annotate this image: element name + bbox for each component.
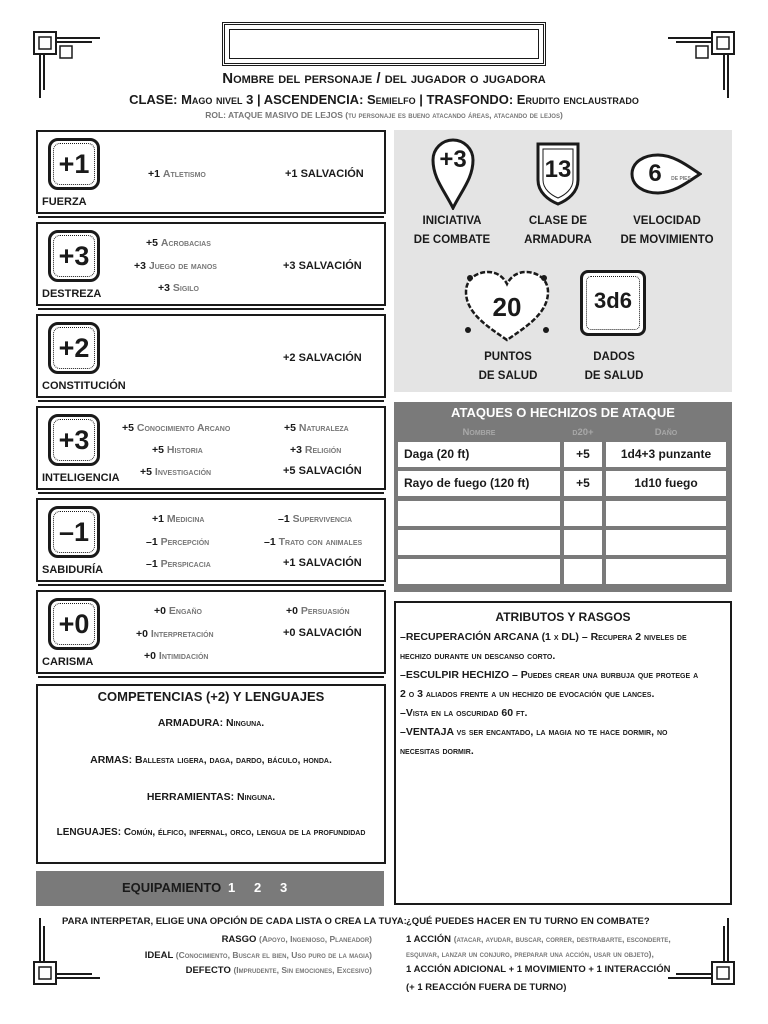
skill-medicine: +1 Medicina: [152, 513, 205, 525]
speed-unit: DE PIES: [671, 176, 691, 182]
attack-name-cell[interactable]: [398, 530, 560, 555]
equipment-slot-1[interactable]: 1: [228, 880, 236, 895]
corner-ornament-bottom-right: [666, 916, 736, 986]
modifier-frame: +3: [48, 414, 100, 466]
trait-line: –RECUPERACIÓN ARCANA (1 x DL) – Recupera 2 niveles de: [400, 631, 687, 643]
attack-name-cell[interactable]: [398, 559, 560, 584]
attack-bonus-cell[interactable]: [564, 530, 602, 555]
bonus-action-line: 1 ACCIÓN ADICIONAL + 1 MOVIMIENTO + 1 INTERACCIÓN: [406, 964, 671, 975]
action-line-continued: esquivar, lanzar un conjuro, preparar una acción, usar un objeto),: [406, 949, 654, 959]
hit-dice-value: 3d6: [594, 288, 632, 313]
skill-investigation: +5 Investigación: [140, 466, 212, 478]
attack-bonus-cell[interactable]: +5: [564, 442, 602, 467]
ability-name: INTELIGENCIA: [42, 472, 120, 484]
ability-dexterity: [36, 222, 386, 306]
initiative-value: +3: [439, 146, 467, 173]
modifier-frame: +1: [48, 138, 100, 190]
traits-title: ATRIBUTOS Y RASGOS: [495, 610, 631, 624]
saving-throw: +2 SALVACIÓN: [283, 352, 362, 364]
trait-line: hechizo durante un descanso corto.: [400, 650, 556, 662]
skill-sleight-of-hand: +3 Juego de manos: [134, 260, 217, 272]
combat-stats-panel: [394, 130, 732, 392]
equipment-bar: [36, 871, 384, 906]
ideal-options: IDEAL (Conocimiento, Buscar el bien, Uso puro de la magia): [144, 950, 372, 961]
modifier-frame: +0: [48, 598, 100, 650]
skill-stealth: +3 Sigilo: [158, 282, 199, 294]
ability-name: FUERZA: [42, 196, 87, 208]
traits-box: [394, 601, 732, 905]
initiative-label: INICIATIVA DE COMBATE: [413, 215, 491, 246]
ability-name: CARISMA: [42, 656, 94, 668]
ability-wisdom: [36, 498, 386, 582]
skill-performance: +0 Interpretación: [136, 628, 214, 640]
ability-charisma: [36, 590, 386, 674]
attack-bonus-cell[interactable]: [564, 501, 602, 526]
equipment-title: EQUIPAMIENTO: [122, 880, 222, 895]
corner-ornament-top-right: [666, 30, 736, 100]
header-name: Nombre: [462, 427, 496, 438]
skill-survival: –1 Supervivencia: [278, 513, 352, 525]
attack-damage-cell[interactable]: 1d4+3 punzante: [606, 442, 726, 467]
saving-throw: +5 SALVACIÓN: [283, 465, 362, 477]
skill-acrobatics: +5 Acrobacias: [146, 237, 211, 249]
trait-line: necesitas dormir.: [400, 745, 474, 757]
attack-bonus-cell[interactable]: +5: [564, 471, 602, 496]
proficiencies-box: [36, 684, 386, 864]
ability-name: DESTREZA: [42, 288, 102, 300]
class-line: CLASE: Mago nivel 3 | ASCENDENCIA: Semielfo | TRASFONDO: Erudito enclaustrado: [129, 92, 639, 107]
skill-persuasion: +0 Persuasión: [286, 605, 350, 617]
skill-intimidation: +0 Intimidación: [144, 650, 209, 662]
attack-bonus-cell[interactable]: [564, 559, 602, 584]
armor-class-value: 13: [544, 156, 572, 183]
ability-strength: [36, 130, 386, 214]
saving-throw: +1 SALVACIÓN: [283, 557, 362, 569]
attack-name-cell[interactable]: Rayo de fuego (120 ft): [398, 471, 560, 496]
equipment-slot-3[interactable]: 3: [280, 880, 288, 895]
hit-points-value: 20: [492, 292, 522, 322]
attacks-table: [394, 402, 732, 592]
attack-damage-cell[interactable]: [606, 559, 726, 584]
skill-arcana: +5 Conocimiento Arcano: [122, 422, 231, 434]
modifier-frame: +2: [48, 322, 100, 374]
flaw-options: DEFECTO (Imprudente, Sin emociones, Excesivo): [185, 965, 372, 976]
skill-insight: –1 Perspicacia: [146, 558, 211, 570]
character-name-field[interactable]: [222, 22, 546, 66]
hit-points-label: PUNTOS DE SALUD: [478, 351, 538, 382]
skill-religion: +3 Religión: [290, 444, 342, 456]
hit-dice-label: DADOS DE SALUD: [584, 351, 644, 382]
attack-damage-cell[interactable]: [606, 501, 726, 526]
skill-perception: –1 Percepción: [146, 536, 210, 548]
skill-nature: +5 Naturaleza: [284, 422, 349, 434]
trait-line: –VENTAJA vs ser encantado, la magia no te hace dormir, no: [400, 726, 668, 738]
character-name-label: Nombre del personaje / del jugador o jugadora: [222, 70, 546, 87]
proficiencies-title: COMPETENCIAS (+2) Y LENGUAJES: [97, 689, 325, 704]
header-damage: Daño: [654, 427, 678, 438]
turn-question: ¿QUÉ PUEDES HACER EN TU TURNO EN COMBATE?: [406, 916, 650, 927]
tool-proficiency: HERRAMIENTAS: Ninguna.: [146, 791, 276, 803]
header-d20: d20+: [572, 427, 594, 438]
trait-line: –Vista en la oscuridad 60 ft.: [400, 707, 528, 719]
equipment-slot-2[interactable]: 2: [254, 880, 262, 895]
saving-throw: +0 SALVACIÓN: [283, 627, 362, 639]
reaction-line: (+ 1 REACCIÓN FUERA DE TURNO): [406, 982, 567, 993]
attacks-title: ATAQUES O HECHIZOS DE ATAQUE: [451, 405, 675, 420]
armor-proficiency: ARMADURA: Ninguna.: [157, 717, 265, 729]
attack-damage-cell[interactable]: 1d10 fuego: [606, 471, 726, 496]
weapon-proficiency: ARMAS: Ballesta ligera, daga, dardo, báculo, honda.: [90, 754, 332, 766]
ability-name: SABIDURÍA: [42, 564, 104, 576]
languages: LENGUAJES: Común, élfico, infernal, orco, lengua de la profundidad: [56, 827, 366, 838]
corner-ornament-top-left: [32, 30, 102, 100]
trait-options: RASGO (Apoyo, Ingenioso, Planeador): [221, 934, 372, 945]
attack-damage-cell[interactable]: [606, 530, 726, 555]
skill-deception: +0 Engaño: [154, 605, 202, 617]
speed-value: 6: [648, 160, 662, 187]
roleplay-intro: PARA INTERPETAR, ELIGE UNA OPCIÓN DE CADA LISTA O CREA LA TUYA:: [62, 916, 407, 927]
role-line: ROL: ATAQUE MASIVO DE LEJOS (tu personaje es bueno atacando áreas, atacando de lejos): [205, 110, 563, 120]
ability-constitution: [36, 314, 386, 398]
skill-history: +5 Historia: [152, 444, 203, 456]
action-line: 1 ACCIÓN (atacar, ayudar, buscar, correr, destrabarte, esconderte,: [406, 934, 671, 945]
trait-line: 2 o 3 aliados frente a un hechizo de evocación que lances.: [400, 688, 655, 700]
skill-athletics: +1 Atletismo: [148, 168, 206, 180]
saving-throw: +1 SALVACIÓN: [285, 168, 364, 180]
skill-animal-handling: –1 Trato con animales: [264, 536, 363, 548]
speed-label: VELOCIDAD DE MOVIMIENTO: [620, 215, 714, 246]
saving-throw: +3 SALVACIÓN: [283, 260, 362, 272]
trait-line: –ESCULPIR HECHIZO – Puedes crear una burbuja que protege a: [400, 669, 699, 681]
armor-class-label: CLASE DE ARMADURA: [524, 215, 592, 246]
modifier-frame: +3: [48, 230, 100, 282]
modifier-frame: –1: [48, 506, 100, 558]
attack-name-cell[interactable]: Daga (20 ft): [398, 442, 560, 467]
ability-name: CONSTITUCIÓN: [42, 380, 126, 392]
attack-name-cell[interactable]: [398, 501, 560, 526]
ability-intelligence: [36, 406, 386, 490]
